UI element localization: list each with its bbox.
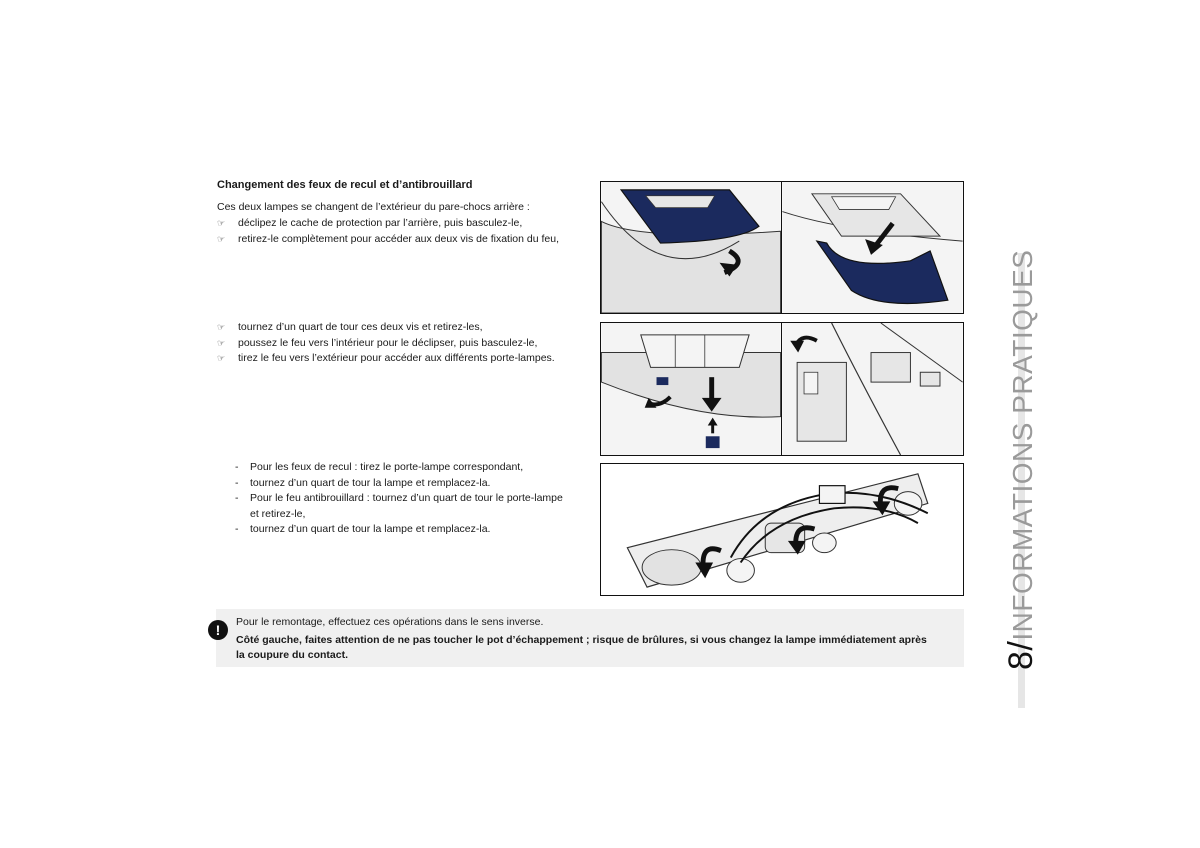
chapter-title: INFORMATIONS PRATIQUES <box>1007 249 1038 641</box>
dash-bullet: - <box>235 523 239 535</box>
list-item <box>217 336 562 352</box>
dash-bullet: - <box>235 476 239 489</box>
warning-text-remontage: Pour le remontage, effectuez ces opérations dans le sens inverse. <box>236 616 544 628</box>
list-item <box>217 351 562 367</box>
step-text: tournez d’un quart de tour la lampe et remplacez-la. <box>250 476 491 489</box>
illustration-light-tilt <box>781 322 964 456</box>
steps-list-3 <box>235 460 565 538</box>
chapter-number: 8/ <box>1002 640 1040 670</box>
illustration-bulbs <box>600 463 964 596</box>
step-text: tournez d’un quart de tour ces deux vis et retirez-les, <box>238 321 483 333</box>
list-item <box>217 320 562 336</box>
dash-bullet: - <box>235 492 239 504</box>
pointing-hand-icon: ☞ <box>217 233 226 244</box>
exclamation-icon: ! <box>208 620 228 640</box>
steps-list-1 <box>217 216 567 247</box>
illustration-screws <box>600 322 782 456</box>
pointing-hand-icon: ☞ <box>217 353 226 363</box>
bumper-drawing <box>601 182 781 313</box>
section-title: Changement des feux de recul et d’antibrouillard <box>217 179 473 191</box>
pointing-hand-icon: ☞ <box>217 337 226 348</box>
pointing-hand-icon: ☞ <box>217 218 226 228</box>
bumper-drawing <box>782 323 963 455</box>
list-item <box>235 476 565 492</box>
warning-text-burn-risk: Côté gauche, faites attention de ne pas toucher le pot d’échappement ; risque de brûlures, si vous changez la lampe immédiatement après la coupure du contact. <box>236 634 927 661</box>
pointing-hand-icon: ☞ <box>217 322 226 332</box>
illustration-cover-removed <box>781 181 964 314</box>
illustration-cover-tilt <box>600 181 782 314</box>
bumper-drawing <box>782 182 963 313</box>
steps-list-2 <box>217 320 562 367</box>
list-item <box>235 460 565 476</box>
section-intro: Ces deux lampes se changent de l’extérieur du pare-chocs arrière : <box>217 201 530 213</box>
step-text: Pour les feux de recul : tirez le porte-lampe correspondant, <box>250 461 524 473</box>
bumper-drawing <box>601 323 781 455</box>
list-item <box>217 216 567 232</box>
dash-bullet: - <box>235 461 239 473</box>
list-item <box>235 522 565 538</box>
step-text: retirez-le complètement pour accéder aux deux vis de fixation du feu, <box>238 232 560 245</box>
list-item <box>235 491 565 522</box>
step-text: déclipez le cache de protection par l’arrière, puis basculez-le, <box>238 217 523 229</box>
chapter-heading <box>1002 249 1040 670</box>
step-text: Pour le feu antibrouillard : tournez d’un quart de tour le porte-lampe et retirez-le, <box>250 492 563 520</box>
list-item <box>217 232 567 248</box>
step-text: tournez d’un quart de tour la lampe et remplacez-la. <box>250 523 491 535</box>
step-text: tirez le feu vers l’extérieur pour accéder aux différents porte-lampes. <box>238 352 555 364</box>
light-unit-drawing <box>601 464 963 595</box>
step-text: poussez le feu vers l’intérieur pour le déclipser, puis basculez-le, <box>238 336 538 349</box>
